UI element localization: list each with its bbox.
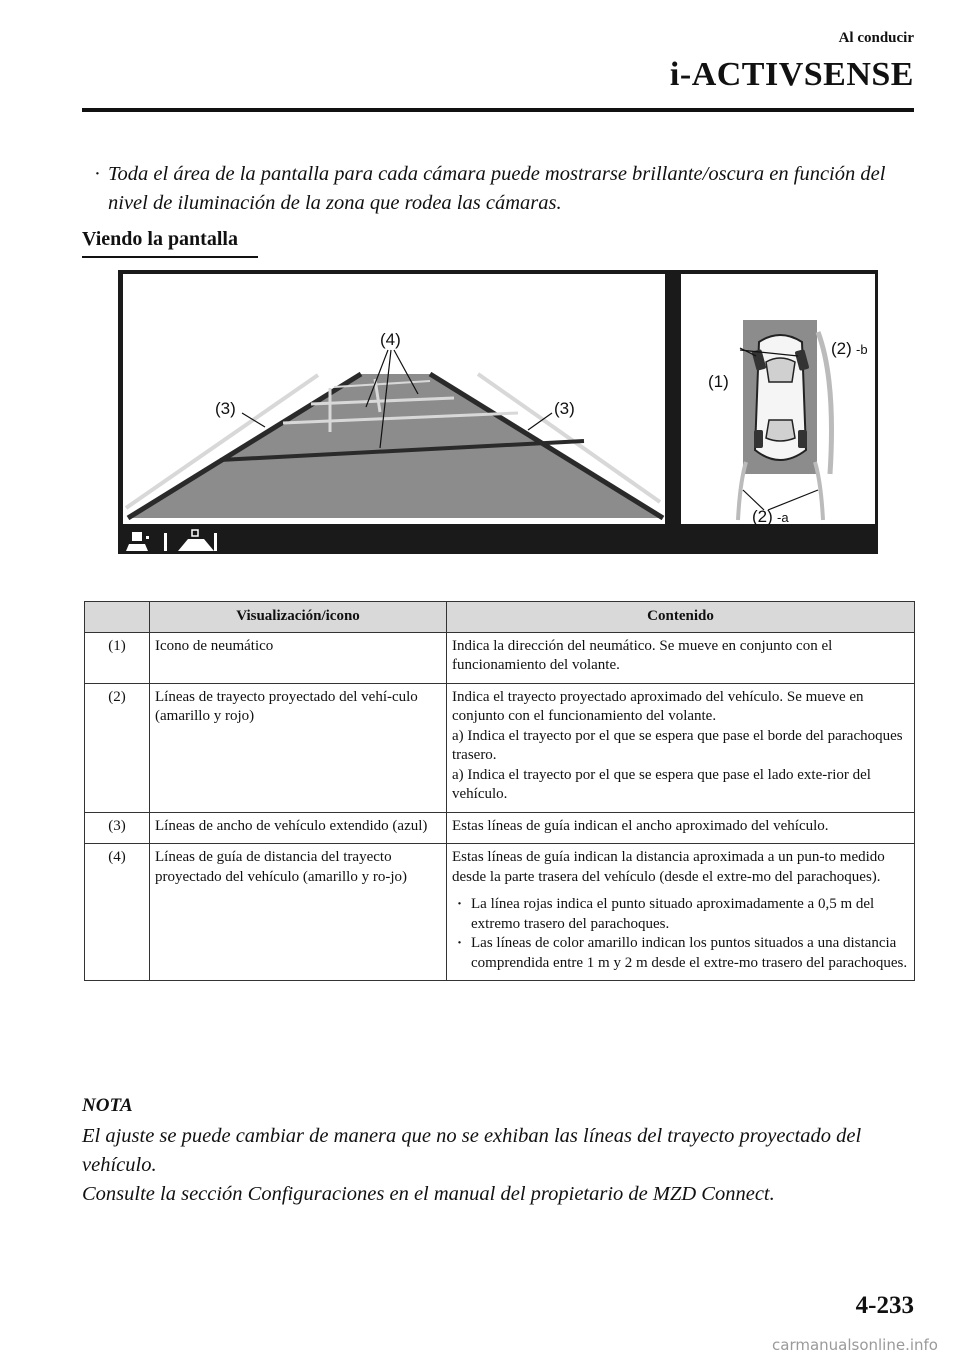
row-content bbox=[447, 812, 915, 844]
label-3-left: (3) bbox=[215, 399, 236, 418]
watermark: carmanualsonline.info bbox=[772, 1336, 938, 1354]
header-title: i-ACTIVSENSE bbox=[669, 56, 914, 93]
note-line: El ajuste se puede cambiar de manera que no se exhiban las líneas del trayecto proyectado del vehículo. bbox=[82, 1125, 862, 1176]
row-content bbox=[447, 844, 915, 981]
row-content-line: Estas líneas de guía indican la distancia aproximada a un pun-to medido desde la parte trasera del vehículo (desde el extre-mo del parachoques). bbox=[452, 849, 885, 885]
label-2b-suffix: -b bbox=[856, 342, 868, 357]
row-visual: Líneas de guía de distancia del trayecto proyectado del vehículo (amarillo y ro-jo) bbox=[150, 844, 447, 981]
page-number: 4-233 bbox=[855, 1292, 914, 1319]
table-row bbox=[85, 844, 915, 981]
legend-table bbox=[84, 601, 915, 981]
list-item: · La línea rojas indica el punto situado aproximadamente a 0,5 m del extremo trasero del parachoques. bbox=[452, 895, 909, 934]
table-row bbox=[85, 632, 915, 683]
table-header-content: Contenido bbox=[447, 602, 915, 633]
bullet-dot: · bbox=[94, 163, 101, 185]
row-number: (1) bbox=[85, 632, 150, 683]
header-rule bbox=[82, 108, 914, 112]
car-rear-window bbox=[766, 420, 795, 441]
row-number: (2) bbox=[85, 683, 150, 812]
icon-divider-1 bbox=[164, 533, 167, 551]
table-header-visual: Visualización/icono bbox=[150, 602, 447, 633]
label-4: (4) bbox=[380, 330, 401, 349]
label-2a-suffix: -a bbox=[777, 510, 789, 525]
note-body bbox=[82, 1122, 922, 1209]
rear-tire-left bbox=[754, 430, 763, 448]
row-visual: Líneas de ancho de vehículo extendido (azul) bbox=[150, 812, 447, 844]
intro-bullet-text: Toda el área de la pantalla para cada cámara puede mostrarse brillante/oscura en función del nivel de iluminación de la zona que rodea las cámaras. bbox=[108, 163, 886, 214]
row-content-line: Estas líneas de guía indican el ancho aproximado del vehículo. bbox=[452, 817, 829, 834]
row-content bbox=[447, 683, 915, 812]
table-header-row bbox=[85, 602, 915, 633]
section-heading: Viendo la pantalla bbox=[82, 228, 238, 250]
row-content-line: a) Indica el trayecto por el que se espera que pase el borde del parachoques trasero. bbox=[452, 727, 903, 763]
label-2b: (2) bbox=[831, 339, 852, 358]
icon-divider-2 bbox=[214, 533, 217, 551]
label-3-right: (3) bbox=[554, 399, 575, 418]
row-visual: Icono de neumático bbox=[150, 632, 447, 683]
table-row bbox=[85, 812, 915, 844]
table-header-num bbox=[85, 602, 150, 633]
table-row bbox=[85, 683, 915, 812]
camera-display-figure bbox=[118, 270, 878, 554]
car-windshield bbox=[766, 358, 795, 382]
row-content-line: a) Indica el trayecto por el que se espera que pase el lado exte-rior del vehículo. bbox=[452, 766, 871, 802]
row-number: (4) bbox=[85, 844, 150, 981]
note-line: Consulte la sección Configuraciones en el manual del propietario de MZD Connect. bbox=[82, 1183, 775, 1205]
label-2a: (2) bbox=[752, 507, 773, 526]
label-1: (1) bbox=[708, 372, 729, 391]
header-section: Al conducir bbox=[838, 30, 914, 46]
row-visual: Líneas de trayecto proyectado del vehí-culo (amarillo y rojo) bbox=[150, 683, 447, 812]
section-heading-underline bbox=[82, 256, 258, 258]
row-bullet-list bbox=[452, 895, 909, 973]
row-content-line: Indica el trayecto proyectado aproximado del vehículo. Se mueve en conjunto con el funcionamiento del volante. bbox=[452, 688, 864, 724]
row-content bbox=[447, 632, 915, 683]
intro-bullet bbox=[94, 160, 898, 218]
row-content-line: Indica la dirección del neumático. Se mueve en conjunto con el funcionamiento del volante. bbox=[452, 637, 833, 673]
note-label: NOTA bbox=[82, 1095, 133, 1116]
rear-tire-right bbox=[798, 430, 807, 448]
row-number: (3) bbox=[85, 812, 150, 844]
list-item: · Las líneas de color amarillo indican los puntos situados a una distancia comprendida entre 1 m y 2 m desde el extre-mo trasero del parachoques. bbox=[452, 934, 909, 973]
